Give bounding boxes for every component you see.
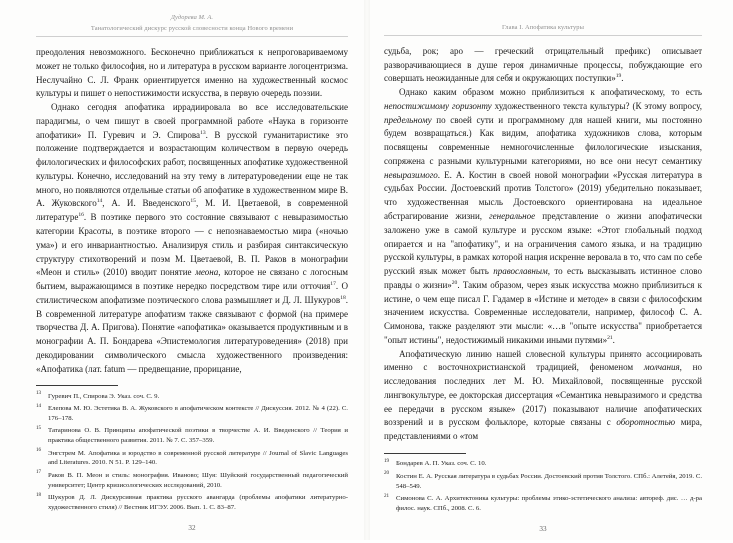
text-run: , которое не связано с логосным бытием, выражающимся в поэтике нередко посредством тире или отточия [36, 267, 348, 292]
footnote-reference: 17 [330, 281, 336, 288]
text-run: судьба, рок; apo — греческий отрицательный префикс) описывает разворачивающиеся в душе героя динамичные процессы, побуждающие его совершать неожиданные для себя и окружающих поступки» [384, 45, 702, 84]
text-run: . В современной литературе апофатизм также связывают с формой (на примере творчества Д. А. Пригова). Понятие «апофатика» оказывается продуктивным и в монографии А. П. Бондарева «Эпистемология литературоведения» (2018) при декодировании символического смысла художественного произведения: «Апофатика (лат. fatum — предвещание, прорицание, [36, 294, 348, 374]
footnote [36, 392, 348, 402]
emphasis-text: православным [493, 266, 548, 277]
footnote-text: Симонова С. А. Архитектоника культуры: проблемы этико-эстетического анализа: автореф. дис. … д-ра филос. наук. СПб., 2008. С. 6. [396, 494, 702, 512]
right-running-head [384, 13, 702, 36]
right-page-number: 33 [539, 525, 547, 534]
text-run: . [621, 73, 624, 84]
footnote-reference: 20 [451, 279, 458, 286]
footnote-separator-rule [384, 453, 466, 454]
right-body-text [384, 45, 702, 444]
footnote-reference: 14 [96, 198, 103, 205]
footnote-reference: 15 [190, 198, 196, 205]
running-head-author: Дудорева М. А. [170, 14, 214, 21]
right-footnote-list [384, 459, 702, 513]
footnote [36, 426, 348, 446]
text-run: , М. И. Цветаевой, в современной литературе [36, 198, 348, 223]
left-running-head [36, 13, 348, 37]
emphasis-text: невыразимого [384, 169, 438, 180]
footnote [36, 471, 348, 491]
footnote [384, 459, 702, 469]
footnote-reference: 16 [78, 212, 84, 219]
footnote-separator-rule [36, 385, 118, 386]
text-run: . В поэтике первого это состояние связывают с невыразимостью категории Красоты, в поэтике второго — с непознаваемостью мира («ночью ума») и его инвариантностью. Анализируя стиль и разбирая синтаксическую структуру стихотворений и поэм М. Цветаевой, В. П. Раков в монографии «Меон и стиль» (2010) вводит понятие [36, 212, 348, 278]
text-run: Апофатическую линию нашей словесной культуры принято ассоциировать именно с восточнохристианской традицией, феноменом [384, 348, 702, 373]
text-run: . В русской гуманитаристике это положение подтверждается и возрастающим количеством в первую очередь филологических и философских работ, посвященных апофатике художественной культуры. Конечно, исследований на эту тему в литературоведении еще не так много, но появляются отдельные статьи об апофатике в художественном мире В. А. Жуковского [36, 129, 349, 209]
text-run: художественного текста культуры? (К этому вопросу, [491, 100, 702, 111]
paragraph [384, 45, 702, 86]
paragraph [384, 348, 702, 444]
footnote-text: Бондарев А. П. Указ. соч. С. 10. [396, 460, 487, 468]
text-run: , то есть высказывать истинное слово правды о жизни» [384, 266, 702, 290]
footnote-text: Елепова М. Ю. Эстетика В. А. Жуковского в апофатическом контексте // Дискуссия. 2012. № 4 (22). С. 176–178. [48, 405, 348, 422]
footnote [384, 494, 702, 514]
text-run: . [612, 334, 615, 345]
footnote-reference: 18 [340, 294, 346, 301]
paragraph [36, 101, 348, 376]
text-run: , А. И. Введенского [102, 198, 191, 209]
paragraph [36, 46, 348, 101]
footnote-text: Раков В. П. Меон и стиль: монография. Иваново; Шуя: Шуйский государственный педагогический университет; Центр кризисологических исследований, 2010. [48, 471, 348, 489]
emphasis-text: молчания [643, 362, 680, 373]
footnote-reference: 19 [615, 73, 622, 80]
right-page [366, 0, 732, 540]
footnote [36, 493, 348, 513]
paragraph [384, 86, 702, 348]
footnote [384, 472, 702, 492]
text-run: по своей сути и программному для нашей книги, мы постоянно будем возвращаться.) Как видим, апофатика художников слова, которым посвящены современные немногочисленные филологические изыскания, сопряжена с разными культурными категориями, но все они несут семантику [384, 114, 702, 166]
emphasis-text: генеральное [489, 210, 536, 221]
footnote-text: Шукуров Д. Л. Дискурсивная практика русского авангарда (проблемы апофатики литературно-художественного стиля) // Вестник ИГЭУ. 2006. Вып. 1. С. 83–87. [48, 494, 348, 511]
text-run: , но исследования последних лет М. Ю. Михайловой, посвященные русской лингвокультуре, ее докторская диссертация «Семантика невыразимого и средства ее передачи в русском языке» (2017) показывают наличие апофатических воззрений и в русском фольклоре, которые связаны с [384, 362, 702, 428]
text-run: представление о жизни апофатически заложено уже в самой культуре и русском языке: «Этот глобальный подход опирается и на "апофатику", и на ограничения самого языка, и на традицию русской культуры, в рамках которой нация искренне веровала в то, что сам по себе русский язык может быть [384, 210, 702, 277]
footnote-text: Гуревич П., Спирова Э. Указ. соч. С. 9. [48, 392, 160, 400]
footnote-number: 18 [36, 491, 42, 498]
footnote-text: Татаринова О. В. Принципы апофатической поэтики в творчестве А. И. Введенского // Теория и практика общественного развития. 2011. № 7. С. 357–359. [48, 427, 348, 445]
footnote-number: 13 [36, 390, 42, 397]
footnote-number: 14 [36, 402, 42, 409]
footnote-number: 15 [36, 424, 42, 431]
left-page [0, 0, 366, 540]
text-run: мира, представлениями о «том [384, 417, 702, 442]
footnote-reference: 13 [200, 129, 206, 136]
footnote-text: Костин Е. А. Русская литература в судьбах России. Достоевский против Толстого. СПб.: Алетейя, 2019. С. 548–549. [396, 472, 702, 490]
text-run: . О стилистическом апофатизме поэтического слова размышляет и Д. Л. Шукуров [36, 281, 348, 305]
footnote-number: 16 [36, 447, 42, 454]
right-footnotes [384, 448, 702, 516]
text-run: преодоления невозможного. Бесконечно приближаться к непроговариваемому может не только философия, но и литература в русском варианте логоцентризма. Неслучайно С. Л. Франк ориентируется именно на художественный космос культуры и пишет о непостижимости искусства, в первую очередь поэзии. [36, 47, 348, 99]
text-run: . Е. А. Костин в своей новой монографии «Русская литература в судьбах России. Достоевский против Толстого» (2019) убедительно показывает, что художественная мысль Достоевского ориентирована на идеальное абстрагирование жизни, [384, 169, 702, 221]
footnote [36, 449, 348, 469]
footnote [36, 404, 348, 424]
footnote-number: 21 [384, 492, 390, 499]
footnote-number: 20 [384, 470, 390, 477]
emphasis-text: предельному [384, 114, 432, 125]
footnote-number: 17 [36, 469, 42, 476]
left-body-text [36, 46, 348, 376]
left-page-number: 32 [188, 524, 196, 533]
emphasis-text: непостижимому горизонту [384, 100, 492, 111]
left-footnotes [36, 380, 348, 515]
text-run: . Таким образом, через язык искусства можно приблизиться к истине, о чем еще писал Г. Гадамер в «Истине и методе» в связи с философским значением искусства. Современные исследователи, например, философ С. А. Симонова, также разделяют эти мысли: «…в "опыте искусства" приобретается "опыт истины", недостижимый никакими иными путями» [384, 279, 702, 345]
emphasis-text: меона [195, 267, 219, 278]
text-run: Однако сегодня апофатика иррадиировала во все исследовательские парадигмы, о чем пишут в своей программной работе «Наука в горизонте апофатики» П. Гуревич и Э. Спирова [36, 102, 348, 140]
footnote-number: 19 [384, 457, 390, 464]
text-run: Однако каким образом можно приблизиться к апофатическому, то есть [399, 87, 702, 98]
emphasis-text: оборотностью [616, 417, 676, 428]
running-head-chapter: Глава I. Апофатика культуры [384, 13, 702, 36]
footnote-text: Энгстрем М. Апофатика и юродство в современной русской литературе // Journal of Slavic Languages and Literatures. 2010. N 51. P. 129–140. [48, 449, 348, 467]
left-footnote-list [36, 392, 348, 513]
running-head-title: Танатологический дискурс русской словесности конца Нового времени [36, 24, 348, 37]
footnote-reference: 21 [607, 334, 613, 341]
